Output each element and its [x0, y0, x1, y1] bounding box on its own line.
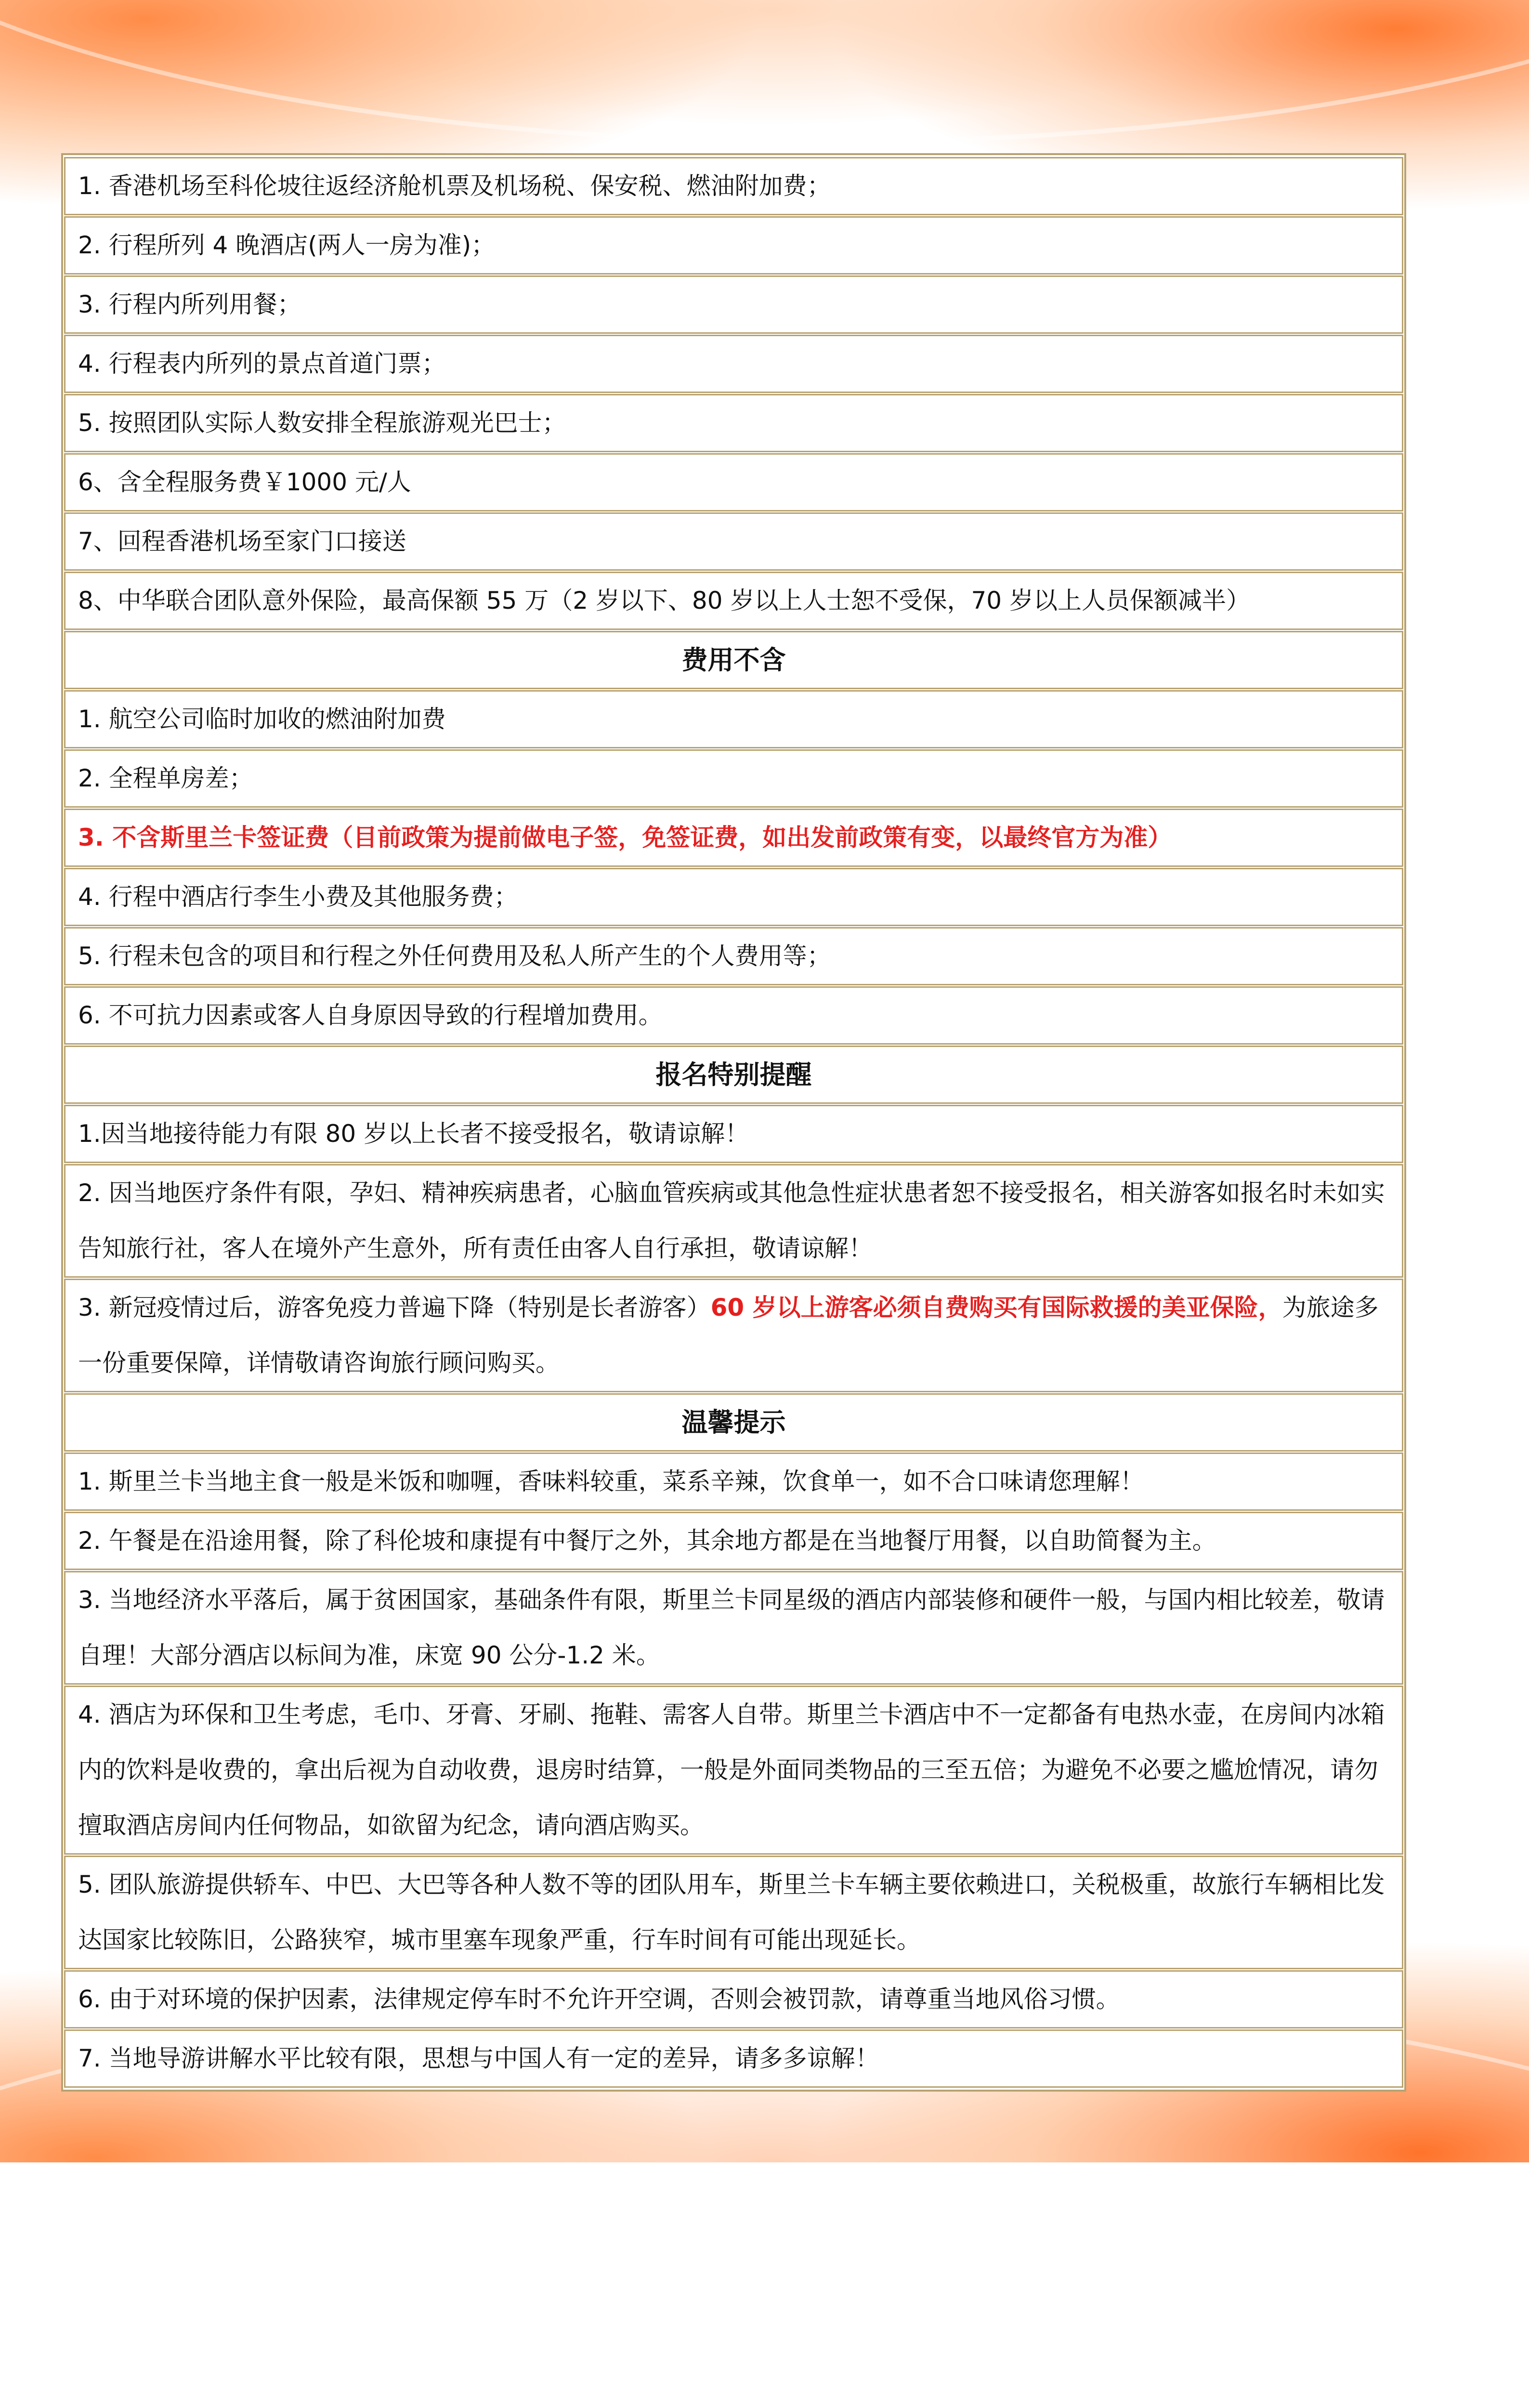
document-table — [61, 153, 1406, 2092]
registration-item3-text-end: 为旅途多一份重要保障，详情敬请咨询旅行顾问购买。 — [78, 1294, 1379, 1377]
tip-item: 2. 午餐是在沿途用餐，除了科伦坡和康提有中餐厅之外，其余地方都是在当地餐厅用餐，以自助简餐为主。 — [64, 1512, 1403, 1570]
included-item: 2. 行程所列 4 晚酒店(两人一房为准)； — [64, 216, 1403, 275]
registration-item: 2. 因当地医疗条件有限，孕妇、精神疾病患者，心脑血管疾病或其他急性症状患者恕不接受报名，相关游客如报名时未如实告知旅行社，客人在境外产生意外，所有责任由客人自行承担，敬请谅解！ — [64, 1164, 1403, 1278]
included-item: 1. 香港机场至科伦坡往返经济舱机票及机场税、保安税、燃油附加费； — [64, 157, 1403, 215]
excluded-item-highlight: 3. 不含斯里兰卡签证费（目前政策为提前做电子签，免签证费，如出发前政策有变，以最终官方为准） — [64, 809, 1403, 867]
included-item: 5. 按照团队实际人数安排全程旅游观光巴士； — [64, 394, 1403, 452]
tip-item: 3. 当地经济水平落后，属于贫困国家，基础条件有限，斯里兰卡同星级的酒店内部装修和硬件一般，与国内相比较差，敬请自理！大部分酒店以标间为准，床宽 90 公分-1.2 米。 — [64, 1571, 1403, 1685]
registration-item — [64, 1279, 1403, 1392]
included-item: 3. 行程内所列用餐； — [64, 275, 1403, 334]
excluded-item: 4. 行程中酒店行李生小费及其他服务费； — [64, 868, 1403, 926]
tip-item: 4. 酒店为环保和卫生考虑，毛巾、牙膏、牙刷、拖鞋、需客人自带。斯里兰卡酒店中不一定都备有电热水壶，在房间内冰箱内的饮料是收费的，拿出后视为自动收费，退房时结算，一般是外面同类物品的三至五倍；为避免不必要之尴尬情况，请勿擅取酒店房间内任何物品，如欲留为纪念，请向酒店购买。 — [64, 1686, 1403, 1855]
registration-item3-highlight: 60 岁以上游客必须自费购买有国际救援的美亚保险， — [710, 1294, 1282, 1322]
tip-item: 6. 由于对环境的保护因素，法律规定停车时不允许开空调，否则会被罚款，请尊重当地风俗习惯。 — [64, 1970, 1403, 2028]
included-item: 7、回程香港机场至家门口接送 — [64, 512, 1403, 571]
included-item: 6、含全程服务费￥1000 元/人 — [64, 453, 1403, 511]
tip-item: 1. 斯里兰卡当地主食一般是米饭和咖喱，香味料较重，菜系辛辣，饮食单一，如不合口味请您理解！ — [64, 1453, 1403, 1511]
tip-item: 5. 团队旅游提供轿车、中巴、大巴等各种人数不等的团队用车，斯里兰卡车辆主要依赖进口，关税极重，故旅行车辆相比发达国家比较陈旧，公路狭窄，城市里塞车现象严重，行车时间有可能出现延长。 — [64, 1856, 1403, 1969]
excluded-item: 5. 行程未包含的项目和行程之外任何费用及私人所产生的个人费用等； — [64, 927, 1403, 985]
included-item: 8、中华联合团队意外保险，最高保额 55 万（2 岁以下、80 岁以上人士恕不受保，70 岁以上人员保额减半） — [64, 572, 1403, 630]
registration-item3-text: 3. 新冠疫情过后，游客免疫力普遍下降（特别是长者游客） — [78, 1294, 711, 1322]
section-heading-registration: 报名特别提醒 — [64, 1046, 1403, 1104]
excluded-item: 2. 全程单房差； — [64, 749, 1403, 808]
section-heading-tips: 温馨提示 — [64, 1393, 1403, 1452]
excluded-item: 6. 不可抗力因素或客人自身原因导致的行程增加费用。 — [64, 986, 1403, 1045]
section-heading-excluded: 费用不含 — [64, 631, 1403, 689]
excluded-item: 1. 航空公司临时加收的燃油附加费 — [64, 690, 1403, 748]
registration-item: 1.因当地接待能力有限 80 岁以上长者不接受报名，敬请谅解！ — [64, 1105, 1403, 1163]
tip-item: 7. 当地导游讲解水平比较有限，思想与中国人有一定的差异，请多多谅解！ — [64, 2029, 1403, 2088]
included-item: 4. 行程表内所列的景点首道门票； — [64, 335, 1403, 393]
